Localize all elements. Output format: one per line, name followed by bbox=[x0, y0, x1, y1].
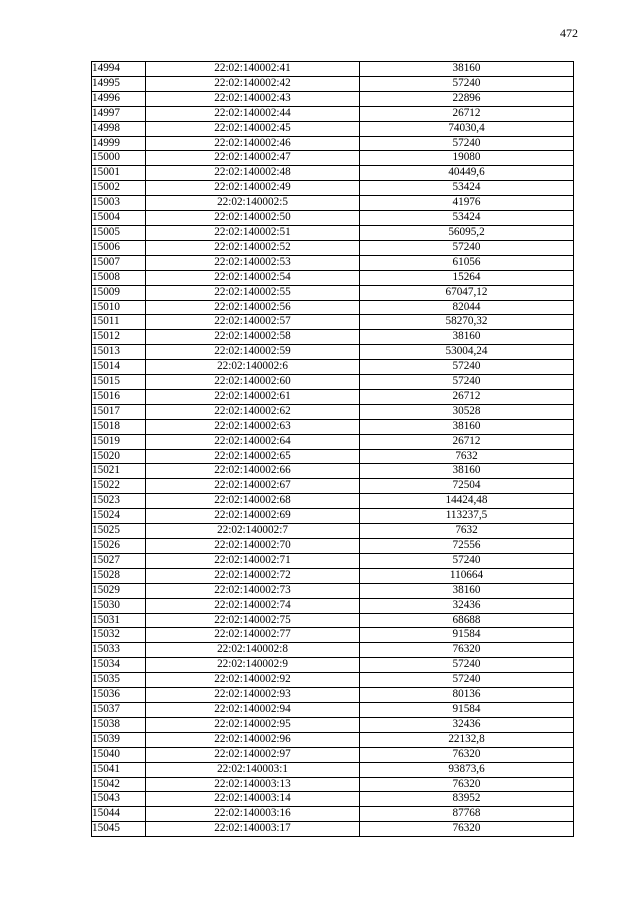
table-row bbox=[92, 136, 574, 151]
table-row bbox=[92, 509, 574, 524]
cadastral-value-cell: 76320 bbox=[360, 822, 574, 837]
cadastral-number-cell: 22:02:140002:57 bbox=[146, 315, 360, 330]
row-number-cell: 15018 bbox=[92, 419, 146, 434]
table-row bbox=[92, 196, 574, 211]
row-number-cell: 15028 bbox=[92, 568, 146, 583]
row-number-cell: 14994 bbox=[92, 62, 146, 77]
row-number-cell: 15045 bbox=[92, 822, 146, 837]
cadastral-number-cell: 22:02:140002:9 bbox=[146, 658, 360, 673]
cadastral-number-cell: 22:02:140002:55 bbox=[146, 285, 360, 300]
cadastral-number-cell: 22:02:140002:70 bbox=[146, 539, 360, 554]
table-row bbox=[92, 76, 574, 91]
cadastral-value-cell: 22896 bbox=[360, 91, 574, 106]
cadastral-value-cell: 26712 bbox=[360, 106, 574, 121]
table-row bbox=[92, 91, 574, 106]
cadastral-number-cell: 22:02:140002:74 bbox=[146, 598, 360, 613]
table-row bbox=[92, 315, 574, 330]
cadastral-number-cell: 22:02:140002:48 bbox=[146, 166, 360, 181]
cadastral-number-cell: 22:02:140002:43 bbox=[146, 91, 360, 106]
cadastral-number-cell: 22:02:140002:93 bbox=[146, 688, 360, 703]
cadastral-value-cell: 87768 bbox=[360, 807, 574, 822]
table-row bbox=[92, 688, 574, 703]
table-row bbox=[92, 673, 574, 688]
table-row bbox=[92, 419, 574, 434]
table-row bbox=[92, 479, 574, 494]
cadastral-value-cell: 14424,48 bbox=[360, 494, 574, 509]
row-number-cell: 15020 bbox=[92, 449, 146, 464]
cadastral-number-cell: 22:02:140002:52 bbox=[146, 240, 360, 255]
row-number-cell: 15035 bbox=[92, 673, 146, 688]
cadastral-number-cell: 22:02:140002:62 bbox=[146, 404, 360, 419]
cadastral-number-cell: 22:02:140002:75 bbox=[146, 613, 360, 628]
cadastral-value-cell: 15264 bbox=[360, 270, 574, 285]
table-row bbox=[92, 539, 574, 554]
table-row bbox=[92, 181, 574, 196]
table-row bbox=[92, 717, 574, 732]
cadastral-number-cell: 22:02:140002:72 bbox=[146, 568, 360, 583]
cadastral-value-cell: 57240 bbox=[360, 76, 574, 91]
table-row bbox=[92, 300, 574, 315]
table-row bbox=[92, 807, 574, 822]
table-row bbox=[92, 702, 574, 717]
row-number-cell: 15000 bbox=[92, 151, 146, 166]
row-number-cell: 15004 bbox=[92, 211, 146, 226]
cadastral-number-cell: 22:02:140002:50 bbox=[146, 211, 360, 226]
cadastral-value-cell: 68688 bbox=[360, 613, 574, 628]
row-number-cell: 15034 bbox=[92, 658, 146, 673]
cadastral-value-cell: 110664 bbox=[360, 568, 574, 583]
table-row bbox=[92, 777, 574, 792]
table-row bbox=[92, 449, 574, 464]
table-row bbox=[92, 762, 574, 777]
cadastral-value-cell: 30528 bbox=[360, 404, 574, 419]
cadastral-value-cell: 41976 bbox=[360, 196, 574, 211]
table-row bbox=[92, 613, 574, 628]
cadastral-number-cell: 22:02:140002:96 bbox=[146, 732, 360, 747]
cadastral-value-cell: 82044 bbox=[360, 300, 574, 315]
row-number-cell: 15005 bbox=[92, 225, 146, 240]
row-number-cell: 15010 bbox=[92, 300, 146, 315]
row-number-cell: 14999 bbox=[92, 136, 146, 151]
row-number-cell: 15006 bbox=[92, 240, 146, 255]
row-number-cell: 14997 bbox=[92, 106, 146, 121]
cadastral-number-cell: 22:02:140002:56 bbox=[146, 300, 360, 315]
table-row bbox=[92, 106, 574, 121]
cadastral-number-cell: 22:02:140002:61 bbox=[146, 389, 360, 404]
row-number-cell: 15037 bbox=[92, 702, 146, 717]
cadastral-number-cell: 22:02:140002:58 bbox=[146, 330, 360, 345]
table-row bbox=[92, 792, 574, 807]
table-row bbox=[92, 151, 574, 166]
cadastral-value-cell: 53424 bbox=[360, 211, 574, 226]
cadastral-number-cell: 22:02:140002:49 bbox=[146, 181, 360, 196]
row-number-cell: 15031 bbox=[92, 613, 146, 628]
table-row bbox=[92, 583, 574, 598]
cadastral-number-cell: 22:02:140002:51 bbox=[146, 225, 360, 240]
cadastral-number-cell: 22:02:140003:17 bbox=[146, 822, 360, 837]
cadastral-number-cell: 22:02:140003:16 bbox=[146, 807, 360, 822]
row-number-cell: 15011 bbox=[92, 315, 146, 330]
row-number-cell: 15038 bbox=[92, 717, 146, 732]
cadastral-number-cell: 22:02:140002:59 bbox=[146, 345, 360, 360]
cadastral-number-cell: 22:02:140002:92 bbox=[146, 673, 360, 688]
row-number-cell: 15041 bbox=[92, 762, 146, 777]
cadastral-number-cell: 22:02:140003:1 bbox=[146, 762, 360, 777]
cadastral-number-cell: 22:02:140002:8 bbox=[146, 643, 360, 658]
cadastral-value-cell: 38160 bbox=[360, 583, 574, 598]
row-number-cell: 14996 bbox=[92, 91, 146, 106]
cadastral-value-cell: 67047,12 bbox=[360, 285, 574, 300]
cadastral-number-cell: 22:02:140002:64 bbox=[146, 434, 360, 449]
table-row bbox=[92, 747, 574, 762]
cadastral-value-cell: 83952 bbox=[360, 792, 574, 807]
table-row bbox=[92, 553, 574, 568]
table-row bbox=[92, 255, 574, 270]
cadastral-number-cell: 22:02:140002:77 bbox=[146, 628, 360, 643]
table-row bbox=[92, 62, 574, 77]
row-number-cell: 15002 bbox=[92, 181, 146, 196]
cadastral-number-cell: 22:02:140002:46 bbox=[146, 136, 360, 151]
cadastral-value-cell: 80136 bbox=[360, 688, 574, 703]
table-row bbox=[92, 658, 574, 673]
row-number-cell: 15016 bbox=[92, 389, 146, 404]
cadastral-value-cell: 57240 bbox=[360, 553, 574, 568]
table-row bbox=[92, 285, 574, 300]
cadastral-value-cell: 26712 bbox=[360, 389, 574, 404]
cadastral-value-cell: 61056 bbox=[360, 255, 574, 270]
cadastral-number-cell: 22:02:140003:13 bbox=[146, 777, 360, 792]
row-number-cell: 15014 bbox=[92, 360, 146, 375]
cadastral-value-cell: 38160 bbox=[360, 62, 574, 77]
table-row bbox=[92, 598, 574, 613]
cadastral-value-cell: 57240 bbox=[360, 658, 574, 673]
cadastral-number-cell: 22:02:140002:41 bbox=[146, 62, 360, 77]
cadastral-number-cell: 22:02:140002:7 bbox=[146, 524, 360, 539]
table-row bbox=[92, 822, 574, 837]
table-row bbox=[92, 628, 574, 643]
row-number-cell: 15019 bbox=[92, 434, 146, 449]
row-number-cell: 15022 bbox=[92, 479, 146, 494]
row-number-cell: 15001 bbox=[92, 166, 146, 181]
cadastral-value-cell: 53004,24 bbox=[360, 345, 574, 360]
cadastral-value-cell: 72556 bbox=[360, 539, 574, 554]
table-row bbox=[92, 389, 574, 404]
table-row bbox=[92, 375, 574, 390]
cadastral-number-cell: 22:02:140002:54 bbox=[146, 270, 360, 285]
cadastral-number-cell: 22:02:140002:65 bbox=[146, 449, 360, 464]
cadastral-number-cell: 22:02:140002:68 bbox=[146, 494, 360, 509]
cadastral-number-cell: 22:02:140002:6 bbox=[146, 360, 360, 375]
cadastral-number-cell: 22:02:140002:73 bbox=[146, 583, 360, 598]
row-number-cell: 15013 bbox=[92, 345, 146, 360]
cadastral-number-cell: 22:02:140002:53 bbox=[146, 255, 360, 270]
cadastral-value-cell: 7632 bbox=[360, 449, 574, 464]
row-number-cell: 14998 bbox=[92, 121, 146, 136]
cadastral-value-cell: 26712 bbox=[360, 434, 574, 449]
table-row bbox=[92, 121, 574, 136]
row-number-cell: 15030 bbox=[92, 598, 146, 613]
cadastral-value-cell: 57240 bbox=[360, 360, 574, 375]
cadastral-value-cell: 57240 bbox=[360, 136, 574, 151]
row-number-cell: 15015 bbox=[92, 375, 146, 390]
row-number-cell: 15027 bbox=[92, 553, 146, 568]
row-number-cell: 15044 bbox=[92, 807, 146, 822]
row-number-cell: 15003 bbox=[92, 196, 146, 211]
row-number-cell: 15024 bbox=[92, 509, 146, 524]
cadastral-number-cell: 22:02:140002:63 bbox=[146, 419, 360, 434]
cadastral-value-cell: 38160 bbox=[360, 419, 574, 434]
row-number-cell: 15009 bbox=[92, 285, 146, 300]
table-body bbox=[92, 62, 574, 837]
table-row bbox=[92, 568, 574, 583]
row-number-cell: 15040 bbox=[92, 747, 146, 762]
cadastral-number-cell: 22:02:140002:97 bbox=[146, 747, 360, 762]
row-number-cell: 15023 bbox=[92, 494, 146, 509]
cadastral-value-cell: 74030,4 bbox=[360, 121, 574, 136]
cadastral-value-table bbox=[91, 61, 574, 837]
table-row bbox=[92, 524, 574, 539]
table-row bbox=[92, 404, 574, 419]
cadastral-value-cell: 32436 bbox=[360, 717, 574, 732]
table-row bbox=[92, 330, 574, 345]
row-number-cell: 15026 bbox=[92, 539, 146, 554]
cadastral-number-cell: 22:02:140002:71 bbox=[146, 553, 360, 568]
table-row bbox=[92, 732, 574, 747]
cadastral-value-cell: 53424 bbox=[360, 181, 574, 196]
cadastral-number-cell: 22:02:140003:14 bbox=[146, 792, 360, 807]
cadastral-value-cell: 91584 bbox=[360, 702, 574, 717]
table-row bbox=[92, 464, 574, 479]
row-number-cell: 15042 bbox=[92, 777, 146, 792]
table-row bbox=[92, 166, 574, 181]
cadastral-value-cell: 38160 bbox=[360, 464, 574, 479]
row-number-cell: 15039 bbox=[92, 732, 146, 747]
cadastral-number-cell: 22:02:140002:66 bbox=[146, 464, 360, 479]
cadastral-value-cell: 40449,6 bbox=[360, 166, 574, 181]
table-row bbox=[92, 270, 574, 285]
cadastral-value-cell: 58270,32 bbox=[360, 315, 574, 330]
row-number-cell: 15032 bbox=[92, 628, 146, 643]
cadastral-value-cell: 57240 bbox=[360, 240, 574, 255]
row-number-cell: 15043 bbox=[92, 792, 146, 807]
table-row bbox=[92, 345, 574, 360]
row-number-cell: 14995 bbox=[92, 76, 146, 91]
row-number-cell: 15021 bbox=[92, 464, 146, 479]
cadastral-value-cell: 76320 bbox=[360, 747, 574, 762]
cadastral-value-cell: 93873,6 bbox=[360, 762, 574, 777]
cadastral-number-cell: 22:02:140002:5 bbox=[146, 196, 360, 211]
cadastral-value-cell: 38160 bbox=[360, 330, 574, 345]
page-number: 472 bbox=[560, 26, 578, 40]
row-number-cell: 15012 bbox=[92, 330, 146, 345]
cadastral-number-cell: 22:02:140002:67 bbox=[146, 479, 360, 494]
cadastral-value-cell: 22132,8 bbox=[360, 732, 574, 747]
cadastral-value-cell: 113237,5 bbox=[360, 509, 574, 524]
cadastral-value-cell: 57240 bbox=[360, 375, 574, 390]
table-row bbox=[92, 240, 574, 255]
row-number-cell: 15029 bbox=[92, 583, 146, 598]
table-row bbox=[92, 360, 574, 375]
row-number-cell: 15036 bbox=[92, 688, 146, 703]
cadastral-number-cell: 22:02:140002:45 bbox=[146, 121, 360, 136]
table-row bbox=[92, 225, 574, 240]
cadastral-value-cell: 76320 bbox=[360, 643, 574, 658]
table-row bbox=[92, 211, 574, 226]
row-number-cell: 15025 bbox=[92, 524, 146, 539]
row-number-cell: 15008 bbox=[92, 270, 146, 285]
cadastral-number-cell: 22:02:140002:47 bbox=[146, 151, 360, 166]
cadastral-value-cell: 91584 bbox=[360, 628, 574, 643]
cadastral-value-cell: 56095,2 bbox=[360, 225, 574, 240]
row-number-cell: 15017 bbox=[92, 404, 146, 419]
row-number-cell: 15007 bbox=[92, 255, 146, 270]
cadastral-value-cell: 57240 bbox=[360, 673, 574, 688]
cadastral-number-cell: 22:02:140002:94 bbox=[146, 702, 360, 717]
cadastral-number-cell: 22:02:140002:42 bbox=[146, 76, 360, 91]
cadastral-value-cell: 76320 bbox=[360, 777, 574, 792]
row-number-cell: 15033 bbox=[92, 643, 146, 658]
cadastral-value-cell: 32436 bbox=[360, 598, 574, 613]
cadastral-value-cell: 19080 bbox=[360, 151, 574, 166]
cadastral-value-cell: 72504 bbox=[360, 479, 574, 494]
cadastral-number-cell: 22:02:140002:95 bbox=[146, 717, 360, 732]
cadastral-number-cell: 22:02:140002:60 bbox=[146, 375, 360, 390]
table-row bbox=[92, 494, 574, 509]
table-row bbox=[92, 643, 574, 658]
cadastral-number-cell: 22:02:140002:69 bbox=[146, 509, 360, 524]
cadastral-number-cell: 22:02:140002:44 bbox=[146, 106, 360, 121]
table-row bbox=[92, 434, 574, 449]
cadastral-value-cell: 7632 bbox=[360, 524, 574, 539]
